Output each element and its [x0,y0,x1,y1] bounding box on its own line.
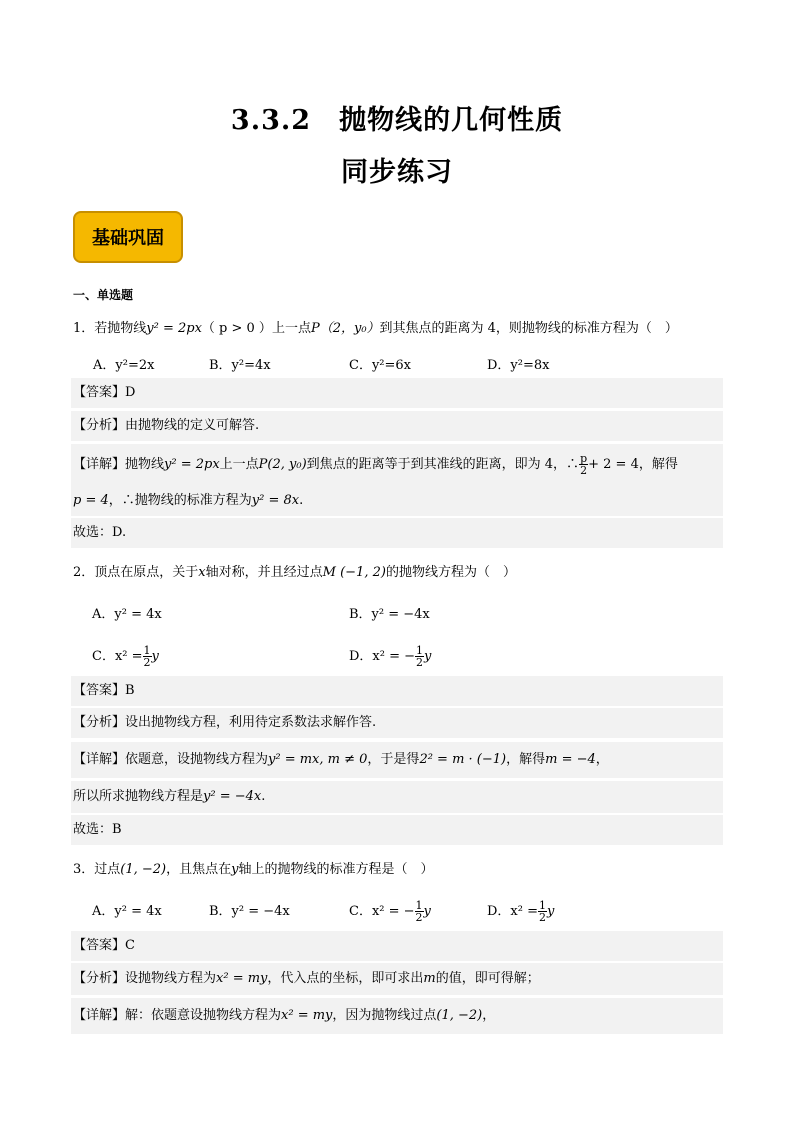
q1-detail-line1: 【详解】抛物线y² = 2px上一点P(2, y₀)到焦点的距离等于到其准线的距离，即为 4，∴ $\frac{p}{2}$ + 2 = 4，解得 [71,444,723,486]
q2-option-b[interactable]: B．y² = −4x [349,607,430,622]
q1-answer: 【答案】D [71,378,723,408]
section-heading: 一、单选题 [73,288,134,302]
q2-result: 所以所求抛物线方程是y² = −4x. [71,781,723,813]
q3-detail: 【详解】解：依题意设抛物线方程为x² = my，因为抛物线过点(1, −2)， [71,998,723,1034]
q1-option-a[interactable]: A．y²=2x [93,358,155,373]
page-title: 3.3.2 抛物线的几何性质 [230,105,564,136]
q3-option-c[interactable]: C．x² = − $\frac{1}{2}$ y [349,899,431,924]
section-badge: 基础巩固 [73,211,183,263]
q1-choice: 故选：D. [71,518,723,548]
q2-option-c[interactable]: C．x² = $\frac{1}{2}$ y [92,644,159,669]
q3-option-b[interactable]: B．y² = −4x [209,904,290,919]
q2-detail: 【详解】依题意，设抛物线方程为y² = mx, m ≠ 0，于是得2² = m · (−1)，解得m = −4， [71,742,723,778]
q3-option-d[interactable]: D．x² = $\frac{1}{2}$ y [487,899,555,924]
q3-analysis: 【分析】设抛物线方程为x² = my，代入点的坐标，即可求出m的值，即可得解； [71,963,723,995]
page-subtitle: 同步练习 [341,157,453,188]
fraction-p-over-2: $\frac{p}{2}$ [580,452,588,477]
q2-option-d[interactable]: D．x² = − $\frac{1}{2}$ y [349,644,432,669]
q1-detail-line2: p = 4，∴抛物线的标准方程为y² = 8x. [71,486,723,516]
q2-answer: 【答案】B [71,676,723,706]
q1-option-d[interactable]: D．y²=8x [487,358,550,373]
q1-analysis: 【分析】由抛物线的定义可解答. [71,411,723,441]
q1-option-c[interactable]: C．y²=6x [349,358,411,373]
q2-option-a[interactable]: A．y² = 4x [92,607,162,622]
q3-stem: 3．过点(1, −2)，且焦点在y轴上的抛物线的标准方程是（ ） [73,862,434,877]
q1-stem: 1．若抛物线y² = 2px（ p > 0 ）上一点P（2，y₀）到其焦点的距离为 4，则抛物线的标准方程为（ ） [73,321,678,336]
q3-answer: 【答案】C [71,931,723,961]
q3-option-a[interactable]: A．y² = 4x [92,904,162,919]
q1-option-b[interactable]: B．y²=4x [209,358,271,373]
q2-stem: 2．顶点在原点，关于x轴对称，并且经过点M (−1, 2)的抛物线方程为（ ） [73,565,516,580]
q2-choice: 故选：B [71,815,723,845]
q2-analysis: 【分析】设出抛物线方程，利用待定系数法求解作答. [71,708,723,738]
